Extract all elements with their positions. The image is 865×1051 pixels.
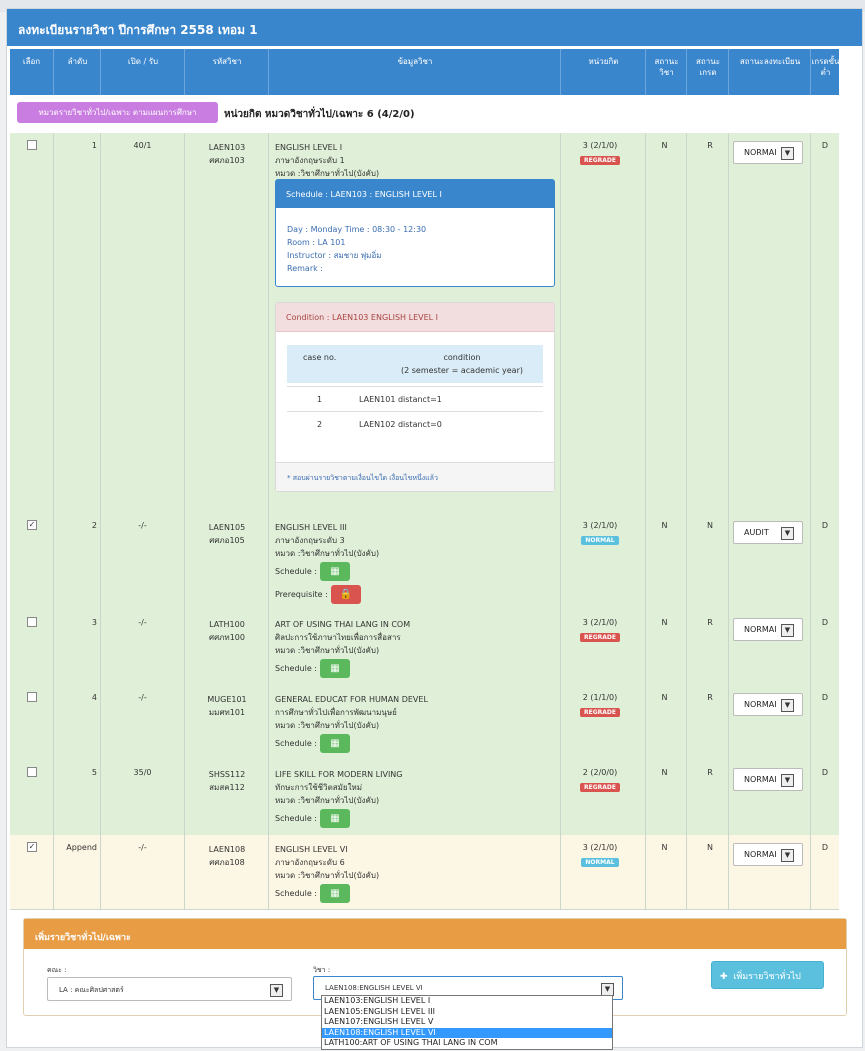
row-course-info: ART OF USING THAI LANG IN COM ศิลปะการใช้ภาษาไทยเพื่อการสื่อสาร หมวด :วิชาศึกษาทั่วไป(บังคับ) Schedule : ▦ [275,618,555,678]
header-seats: เปิด / รับ [100,49,185,95]
row-course-status: N [661,141,668,150]
row-code: MUGE101 มมศท101 [207,695,247,717]
calendar-icon[interactable]: ▦ [320,659,350,678]
table-row [10,133,839,514]
row-seq: 1 [91,141,97,150]
row-course-info: ENGLISH LEVEL I ภาษาอังกฤษระดับ 1 หมวด :วิชาศึกษาทั่วไป(บังคับ) [275,143,380,178]
category-row [10,95,839,134]
calendar-icon[interactable]: ▦ [320,562,350,581]
course-label: วิชา : [313,966,331,974]
calendar-icon[interactable]: ▦ [320,734,350,753]
row-min-grade: D [821,521,829,530]
course-option[interactable]: LAEN107:ENGLISH LEVEL V [324,1017,434,1026]
reg-status-select[interactable]: NORMAI ▼ [733,141,803,164]
schedule-details: Day : Monday Time : 08:30 - 12:30 Room : LA 101 Instructor : สมชาย พุ่มอิ่ม Remark : [287,225,427,273]
row-seats: -/- [138,521,147,530]
row-min-grade: D [821,768,829,777]
row-seats: 40/1 [133,141,152,150]
chevron-down-icon: ▼ [270,984,283,997]
table-row [10,685,839,761]
status-badge: NORMAL [581,536,618,545]
condition-row: 1 LAEN101 distanct=1 [287,386,543,412]
header-course-status: สถานะ วิชา [645,49,687,95]
row-seq: 2 [91,521,97,530]
header-reg-status: สถานะลงทะเบียน [728,49,811,95]
table-row [10,513,839,611]
row-min-grade: D [821,141,829,150]
row-checkbox[interactable] [27,767,37,777]
row-course-info: ENGLISH LEVEL III ภาษาอังกฤษระดับ 3 หมวด :วิชาศึกษาทั่วไป(บังคับ) Schedule : ▦ Prerequisite : 🔒 [275,521,555,604]
row-credit: 2 (2/0/0) REGRADE [565,768,635,792]
chevron-down-icon: ▼ [781,774,794,787]
header-credit: หน่วยกิต [560,49,646,95]
row-min-grade: D [821,843,829,852]
status-badge: REGRADE [580,156,620,165]
row-seq: 3 [91,618,97,627]
header-info: ข้อมูลวิชา [268,49,561,95]
faculty-select[interactable]: LA : คณะศิลปศาสตร์ ▼ [47,977,292,1001]
reg-status-select[interactable]: NORMAI ▼ [733,843,803,866]
table-header [10,49,839,95]
course-dropdown-list[interactable] [321,995,613,1050]
row-seq: Append [66,843,97,852]
schedule-box-header: Schedule : LAEN103 : ENGLISH LEVEL I [276,180,554,208]
panel-header [7,9,862,46]
row-grade-status: R [707,141,713,150]
row-checkbox[interactable] [27,617,37,627]
reg-status-select[interactable]: NORMAI ▼ [733,618,803,641]
status-badge: REGRADE [580,633,620,642]
row-course-info: GENERAL EDUCAT FOR HUMAN DEVEL การศึกษาทั่วไปเพื่อการพัฒนามนุษย์ หมวด :วิชาศึกษาทั่วไป(บังคับ) Schedule : ▦ [275,693,555,753]
row-seats: -/- [138,693,147,702]
row-course-status: N [661,768,668,777]
header-grade-status: สถานะ เกรด [686,49,729,95]
course-option[interactable]: LATH100:ART OF USING THAI LANG IN COM [324,1038,498,1047]
row-code: LAEN108 ศศภอ108 [208,845,246,867]
row-credit: 3 (2/1/0) REGRADE [565,618,635,642]
category-badge: หมวดรายวิชาทั่วไป/เฉพาะ ตามแผนการศึกษา [17,102,218,123]
schedule-box [275,179,555,287]
course-option-selected[interactable]: LAEN108:ENGLISH LEVEL VI [322,1028,612,1039]
row-checkbox[interactable] [27,140,37,150]
row-seq: 4 [91,693,97,702]
row-grade-status: N [707,521,713,530]
course-option[interactable]: LAEN103:ENGLISH LEVEL I [324,996,431,1005]
header-seq: ลำดับ [53,49,101,95]
calendar-icon[interactable]: ▦ [320,809,350,828]
category-credit-text: หน่วยกิต หมวดวิชาทั่วไป/เฉพาะ 6 (4/2/0) [224,109,415,120]
faculty-label: คณะ : [47,966,67,974]
status-badge: REGRADE [580,783,620,792]
row-code: LATH100 ศศภท100 [209,620,245,642]
add-course-header: เพิ่มรายวิชาทั่วไป/เฉพาะ [24,919,846,949]
row-course-info: LIFE SKILL FOR MODERN LIVING ทักษะการใช้ชีวิตสมัยใหม่ หมวด :วิชาศึกษาทั่วไป(บังคับ) Schedule : ▦ [275,768,555,828]
row-checkbox[interactable]: ✓ [28,842,36,851]
row-credit: 3 (2/1/0) NORMAL [582,843,618,866]
row-course-status: N [661,843,668,852]
row-grade-status: R [707,618,713,627]
header-code: รหัสวิชา [184,49,269,95]
row-code: LAEN105 ศศภอ105 [208,523,246,545]
chevron-down-icon: ▼ [781,699,794,712]
condition-table-header: case no. condition (2 semester = academic year) [287,345,543,383]
table-row [10,610,839,686]
row-grade-status: N [707,843,713,852]
row-code: SHSS112 สมสค112 [208,770,246,792]
row-grade-status: R [707,693,713,702]
condition-footer: * สอบผ่านรายวิชาตามเงื่อนไขใด เงื่อนไขหนึ่งแล้ว [276,462,554,491]
plus-icon: ✚ [720,972,728,982]
condition-box [275,302,555,492]
page-title: ลงทะเบียนรายวิชา ปีการศึกษา 2558 เทอม 1 [18,23,258,37]
reg-status-select[interactable]: NORMAI ▼ [733,693,803,716]
reg-status-select[interactable]: AUDIT ▼ [733,521,803,544]
row-course-status: N [661,693,668,702]
row-seats: 35/0 [133,768,152,777]
lock-icon[interactable]: 🔒 [331,585,361,604]
add-course-button[interactable]: ✚ เพิ่มรายวิชาทั่วไป [711,961,824,989]
row-min-grade: D [821,618,829,627]
header-min-grade: เกรดขั้น ต่ำ [810,49,840,95]
row-credit: 3 (2/1/0) NORMAL [582,521,618,544]
chevron-down-icon: ▼ [781,527,794,540]
table-row [10,760,839,836]
row-seq: 5 [91,768,97,777]
table-row [10,835,839,910]
calendar-icon[interactable]: ▦ [320,884,350,903]
row-course-info: ENGLISH LEVEL VI ภาษาอังกฤษระดับ 6 หมวด :วิชาศึกษาทั่วไป(บังคับ) Schedule : ▦ [275,843,555,903]
condition-header: Condition : LAEN103 ENGLISH LEVEL I [276,303,554,332]
row-seats: -/- [138,618,147,627]
row-course-status: N [661,618,668,627]
status-badge: NORMAL [581,858,618,867]
status-badge: REGRADE [580,708,620,717]
chevron-down-icon: ▼ [781,147,794,160]
chevron-down-icon: ▼ [601,983,614,996]
chevron-down-icon: ▼ [781,624,794,637]
row-grade-status: R [707,768,713,777]
row-checkbox[interactable]: ✓ [28,520,36,529]
row-credit: 2 (1/1/0) REGRADE [565,693,635,717]
course-select[interactable]: LAEN108:ENGLISH LEVEL VI ▼ [313,976,623,1000]
condition-row: 2 LAEN102 distanct=0 [287,411,543,437]
row-min-grade: D [821,693,829,702]
row-checkbox[interactable] [27,692,37,702]
row-seats: -/- [138,843,147,852]
row-code: LAEN103 ศศภอ103 [208,143,246,165]
reg-status-select[interactable]: NORMAI ▼ [733,768,803,791]
course-option[interactable]: LAEN105:ENGLISH LEVEL III [324,1006,435,1016]
header-select: เลือก [22,57,41,66]
chevron-down-icon: ▼ [781,849,794,862]
row-credit: 3 (2/1/0) REGRADE [565,141,635,165]
row-course-status: N [661,521,668,530]
